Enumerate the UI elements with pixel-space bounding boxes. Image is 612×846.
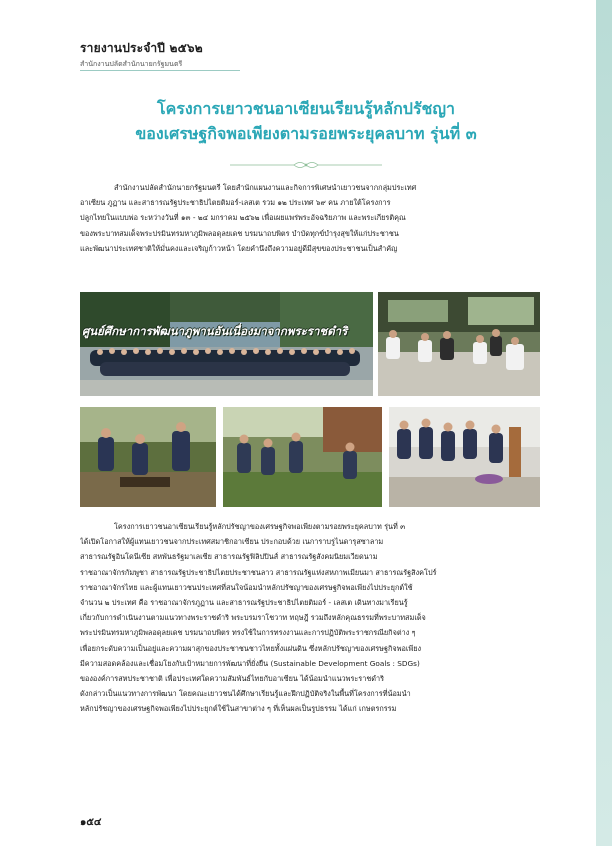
paragraph-line: โครงการเยาวชนอาเซียนเรียนรู้หลักปรัชญาของเศรษฐกิจพอเพียงตามรอยพระยุคลบาท รุ่นที่ ๓ <box>114 522 406 531</box>
paragraph-line: ของพระบาทสมเด็จพระปรมินทรมหาภูมิพลอดุลยเดช บรมนาถบพิตร บำบัดทุกข์บำรุงสุขให้แก่ประชาชน <box>80 228 399 238</box>
paragraph-line: ได้เปิดโอกาสให้ผู้แทนเยาวชนจากประเทศสมาชิกอาเซียน ประกอบด้วย เนการาบรูไนดารุสซาลาม <box>80 537 384 547</box>
report-subtitle: สำนักงานปลัดสำนักนายกรัฐมนตรี <box>80 60 183 68</box>
article-title <box>60 96 552 146</box>
page-number: ๑๕๔ <box>80 817 102 828</box>
paragraph-line: ราชอาณาจักรไทย และผู้แทนเยาวชนประเทศที่สนใจน้อมนำหลักปรัชญาของเศรษฐกิจพอเพียงไปประยุกต์ใช้ <box>80 582 413 592</box>
photo-banner-text: ศูนย์ศึกษาการพัฒนาภูพานอันเนื่องมาจากพระราชดำริ <box>82 324 348 338</box>
article-title-line-1: โครงการเยาวชนอาเซียนเรียนรู้หลักปรัชญา <box>156 99 456 118</box>
paragraph-line: สาธารณรัฐอินโดนีเซีย สหพันธรัฐมาเลเซีย สาธารณรัฐฟิลิปปินส์ สาธารณรัฐสังคมนิยมเวียดนาม <box>80 552 378 562</box>
garden-visit-photo <box>223 407 382 507</box>
paragraph-line: เกี่ยวกับการดำเนินงานตามแนวทางพระราชดำริ พระบรมราโชวาท ทฤษฎี รวมถึงหลักคุณธรรมที่พระบาทสมเด็จ <box>80 613 426 623</box>
intro-paragraph <box>80 180 540 256</box>
workshop-photo <box>378 292 540 396</box>
paragraph-line: มีความสอดคล้องและเชื่อมโยงกับเป้าหมายการพัฒนาที่ยั่งยืน (Sustainable Development Goals : SDGs) <box>80 658 420 668</box>
paragraph-line: หลักปรัชญาของเศรษฐกิจพอเพียงไปประยุกต์ใช้ในสาขาต่าง ๆ ที่เห็นผลเป็นรูปธรรม ได้แก่ เกษตรกรรม <box>80 704 397 714</box>
page-edge-stripe <box>596 0 612 846</box>
body-paragraph <box>80 519 540 717</box>
paragraph-line: ดังกล่าวเป็นแนวทางการพัฒนา โดยคณะเยาวชนได้ศึกษาเรียนรู้และฝึกปฏิบัติจริงในพื้นที่โครงการที่น้อมนำ <box>80 689 411 699</box>
paragraph-line: จำนวน ๒ ประเทศ คือ ราชอาณาจักรภูฏาน และสาธารณรัฐประชาธิปไตยติมอร์ - เลสเต เดินทางมาเรียนรู้ <box>80 598 408 608</box>
paragraph-line: ขององค์การสหประชาชาติ เพื่อประเทศใดความสัมพันธ์ไทยกับอาเซียน ได้น้อมนำแนวพระราชดำริ <box>80 674 385 684</box>
paragraph-line: ราชอาณาจักรกัมพูชา สาธารณรัฐประชาธิปไตยประชาชนลาว สาธารณรัฐแห่งสหภาพเมียนมา สาธารณรัฐสิงคโปร์ <box>80 567 437 577</box>
article-title-line-2: ของเศรษฐกิจพอเพียงตามรอยพระยุคลบาท รุ่นที่ ๓ <box>135 124 477 143</box>
field-activity-photo <box>80 407 216 507</box>
paragraph-line: ปลูกไทยในแบบพ่อ ระหว่างวันที่ ๑๓ - ๒๔ มกราคม ๒๕๖๒ เพื่อเผยแพร่พระอัจฉริยภาพ และพระเกียรติคุณ <box>80 213 406 223</box>
paragraph-line: เพื่อยกระดับความเป็นอยู่และความผาสุกของประชาชนชาวไทยทั้งแผ่นดิน ซึ่งหลักปรัชญาของเศรษฐกิจพอเพียง <box>80 643 422 653</box>
paragraph-line: และพัฒนาประเทศชาติให้มั่นคงและเจริญก้าวหน้า โดยคำนึงถึงความอยู่ดีมีสุขของประชาชนเป็นสำคัญ <box>80 243 398 253</box>
page-header <box>80 39 530 70</box>
header-divider <box>80 70 240 71</box>
report-title: รายงานประจำปี ๒๕๖๒ <box>80 41 203 55</box>
paragraph-line: อาเซียน ภูฏาน และสาธารณรัฐประชาธิปไตยติมอร์-เลสเต รวม ๑๒ ประเทศ ๖๙ คน ภายใต้โครงการ <box>80 198 391 208</box>
group-photo <box>80 292 373 396</box>
crafts-photo <box>389 407 540 507</box>
paragraph-line: สำนักงานปลัดสำนักนายกรัฐมนตรี โดยสำนักแผนงานและกิจการพิเศษนำเยาวชนจากกลุ่มประเทศ <box>114 183 417 192</box>
title-ornament-divider <box>230 160 382 170</box>
paragraph-line: พระปรมินทรมหาภูมิพลอดุลยเดช บรมนาถบพิตร ทรงใช้ในการทรงงานและการปฏิบัติพระราชกรณียกิจต่าง ๆ <box>80 628 416 638</box>
